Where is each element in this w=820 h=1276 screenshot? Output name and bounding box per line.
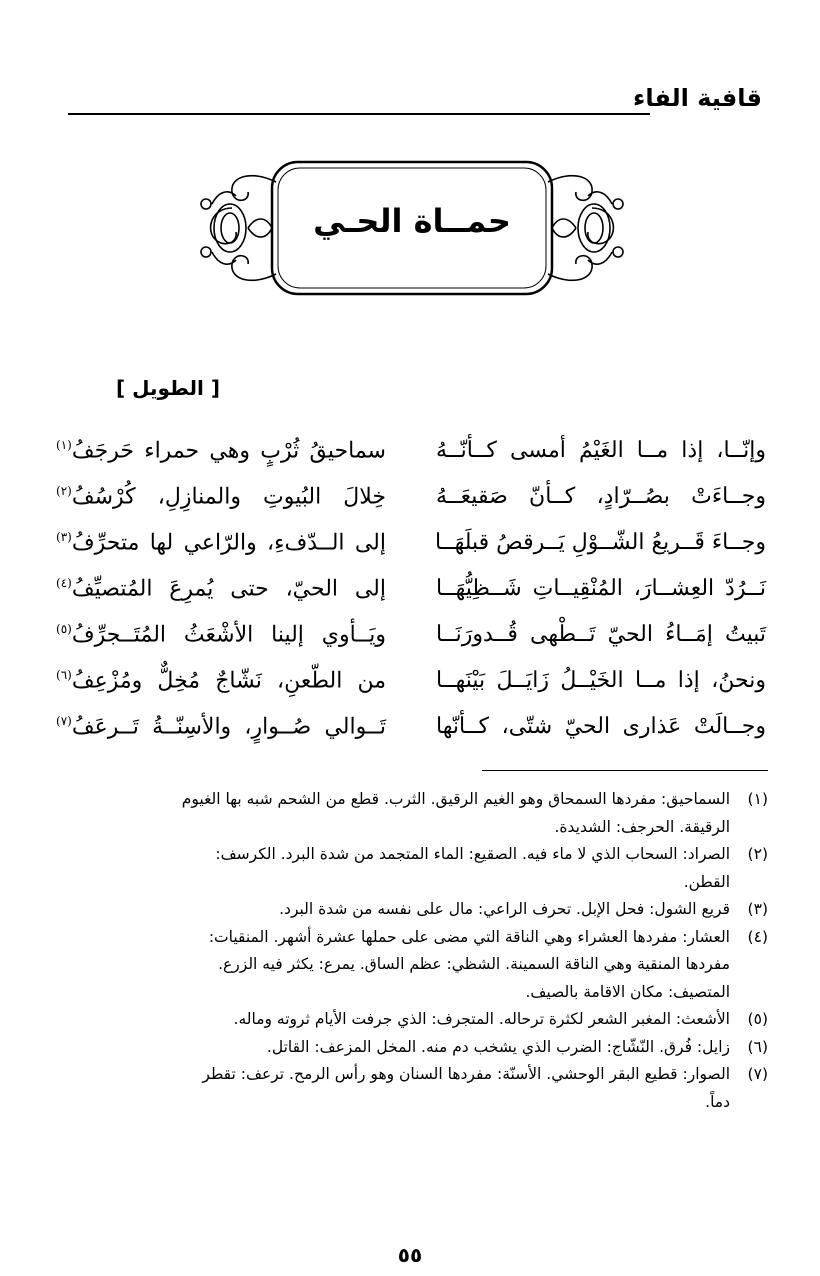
- footnote-number: (٥): [747, 1010, 768, 1028]
- footnote-number: (٧): [747, 1065, 768, 1083]
- second-hemistich: إلى الــدّفءِ، والرّاعي لها متحرِّفُ$^{(٣)}$: [56, 530, 386, 556]
- poetic-meter: [ الطويل ]: [116, 376, 220, 400]
- poem: [0, 432, 820, 754]
- second-hemistich: إلى الحيّ، حتى يُمرِعَ المُتصيِّفُ$^{(٤)}$: [56, 576, 386, 602]
- first-hemistich: وجــاءَتْ بصُــرّادٍ، كــأنّ صَقيعَــهُ: [436, 484, 766, 509]
- footnote-number: (٦): [747, 1037, 768, 1056]
- footnote-separator: [482, 770, 768, 771]
- footnote-7: (٧)الصوار: قطيع البقر الوحشي. الأسنّة: مفردها السنان وهو رأس الرمح. ترعف: تقطر دماً.: [62, 1061, 768, 1116]
- footnote-2: (٢)الصراد: السحاب الذي لا ماء فيه. الصقيع: الماء المتجمد من شدة البرد. الكرسف: القطن.: [62, 841, 768, 896]
- first-hemistich: نَــرُدّ العِشــارَ، المُنْقِيــاتِ شَــظِيُّهَــا: [436, 576, 766, 601]
- left-scroll-ornament: [201, 176, 276, 281]
- verse-7: [0, 708, 820, 754]
- verse-4: [0, 570, 820, 616]
- footnote-ref: (٦): [56, 668, 72, 682]
- second-hemistich: ويَــأوي إلينا الأشْعَثُ المُتَــجرِّفُ$^{(٥)}$: [56, 622, 386, 648]
- footnote-ref: (٥): [56, 622, 72, 636]
- footnote-number: (٢): [747, 845, 768, 863]
- footnotes: [62, 786, 768, 1116]
- verse-5: [0, 616, 820, 662]
- footnote-number: (٣): [747, 900, 768, 918]
- second-hemistich: خِلالَ البُيوتِ والمنازِلِ، كُرْسُفُ$^{(٢)}$: [56, 484, 386, 510]
- right-scroll-ornament: [548, 176, 623, 281]
- first-hemistich: وجــالَتْ عَذارى الحيّ شتّى، كــأنّها: [436, 714, 766, 739]
- first-hemistich: وجــاءَ قَــريعُ الشّــوْلِ يَــرقصُ قبلَهَــا: [435, 530, 766, 555]
- verse-2: [0, 478, 820, 524]
- footnote-number: (١): [747, 790, 768, 808]
- page-number: ٥٥: [397, 1243, 423, 1267]
- second-hemistich: تَــوالي صُــوارٍ، والأسِنّــةُ تَــرعَفُ$^{(٧)}$: [56, 714, 386, 740]
- verse-3: [0, 524, 820, 570]
- footnote-6: (٦)زايل: فُرق. النّشّاج: الضرب الذي يشخب دم منه. المخل المزعف: القاتل.: [62, 1034, 768, 1062]
- verse-6: [0, 662, 820, 708]
- footnote-ref: (١): [56, 438, 72, 452]
- second-hemistich: سماحيقُ ثُرْبٍ وهي حمراء حَرجَفُ$^{(١)}$: [56, 438, 386, 464]
- first-hemistich: تَبيتُ إمَــاءُ الحيّ تَــطْهى قُــدورَنَــا: [436, 622, 766, 647]
- footnote-ref: (٣): [56, 530, 72, 544]
- first-hemistich: ونحنُ، إذا مــا الخَيْــلُ زَايَــلَ بَيْنَهــا: [436, 668, 766, 693]
- first-hemistich: وإنّــا، إذا مــا الغَيْمُ أمسى كــأنّــهُ: [436, 438, 766, 463]
- footnote-ref: (٤): [56, 576, 72, 590]
- footnote-3: (٣)قريع الشول: فحل الإبل. تحرف الراعي: مال على نفسه من شدة البرد.: [62, 896, 768, 924]
- footnote-4: (٤)العشار: مفردها العشراء وهي الناقة التي مضى على حملها عشرة أشهر. المنقيات: مفردها المنقية وهي الناقة السمينة. الشظي: عظم الساق. يمرع: يكثر فيه الزرع. المتصيف: مكان الاقامة بالصيف.: [62, 924, 768, 1007]
- second-hemistich: من الطّعنِ، نَشّاجٌ مُخِلٌّ ومُزْعِفُ$^{(٦)}$: [56, 668, 386, 694]
- heading-rule: [68, 113, 650, 115]
- footnote-1: (١)السماحيق: مفردها السمحاق وهو الغيم الرقيق. الثرب. قطع من الشحم شبه بها الغيوم الرقيقة. الحرجف: الشديدة.: [62, 786, 768, 841]
- footnote-number: (٤): [747, 927, 768, 946]
- footnote-ref: (٧): [56, 714, 72, 728]
- poem-title: حمــاة الحـي: [313, 202, 511, 240]
- footnote-5: (٥)الأشعث: المغبر الشعر لكثرة ترحاله. المتجرف: الذي جرفت الأيام ثروته وماله.: [62, 1006, 768, 1034]
- chapter-heading: قافية الفاء: [633, 84, 762, 112]
- footnote-ref: (٢): [56, 484, 72, 498]
- verse-1: [0, 432, 820, 478]
